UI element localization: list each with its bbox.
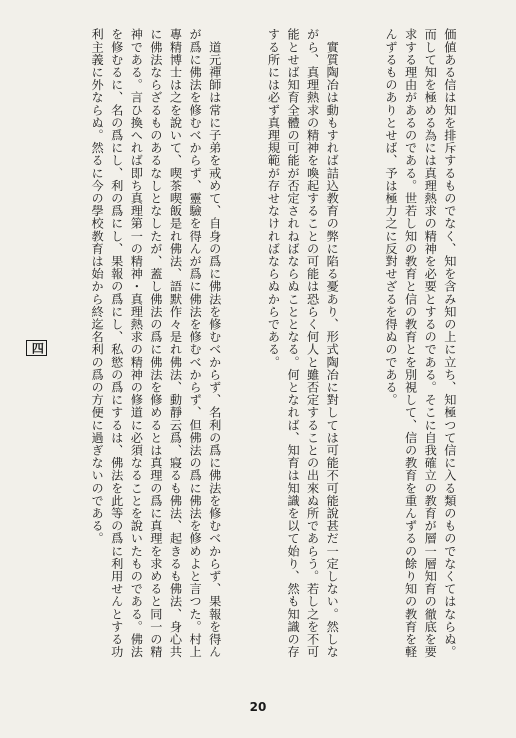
paragraph: 価値ある信は知を排斥するものでなく、知を含み知の上に立ち、知極つて信に入る類のものでなくてはならぬ。而して知を極める為には真理熱求の精神を必要とするのである。そこに自我確立の教育が層一層知育の徹底を要求する理由があるのである。世若し知の教育と信の教育とを別視して、信の教育を重んずるの餘り知の教育を軽んずるものありとせば、予は極力之に反對せざるを得ぬのである。 [384, 28, 457, 658]
page-number: 20 [249, 700, 267, 714]
paragraph: 實質陶冶は動もすれば詰込教育の弊に陷る憂あり、形式陶冶に對しては可能不可能說甚だ一定しない。然しながら、真理熱求の精神を喚起することの可能は恐らく何人と雖否定することの出來ぬ所であらう。若し之を不可能とせば知育全體の可能が否定されねばならぬこととなる。何となれば、知育は知識を以て始り、然も知識の存する所には必ず真理規範が存せなければならぬからである。 [266, 28, 340, 658]
section-heading-label: 四 [26, 340, 48, 357]
vertical-text-body [12, 28, 498, 668]
section-heading [26, 28, 48, 668]
paragraph: 道元禪師は常に子弟を戒めて、自身の爲に佛法を修むべからず、名利の爲に佛法を修むべからず、果報を得んが爲に佛法を修むべからず、靈驗を得んが爲に佛法を修むべからず、但佛法の爲に佛法を修めよと言つた。村上專精博士は之を說いて、喫茶喫飯是れ佛法、語默作々是れ佛法、動靜云爲、寢るも佛法、起きるも佛法、身心共に佛法ならざるものあるなしとなしたが、蓋し佛法の爲に佛法を修めるとは真理の爲に真理を求めると同一の精神である。言ひ換へれば即ち真理第一の精神・真理熱求の精神の修道に必須なることを說いたものである。佛法を修むるに、名の爲にし、利の爲にし、果報の爲にし、私慾の爲にするは、佛法を此等の爲に利用せんとする功利主義に外ならぬ。然るに今の學校教育は始から終迄名利の爲の方便に過ぎないのである。 [90, 28, 222, 658]
